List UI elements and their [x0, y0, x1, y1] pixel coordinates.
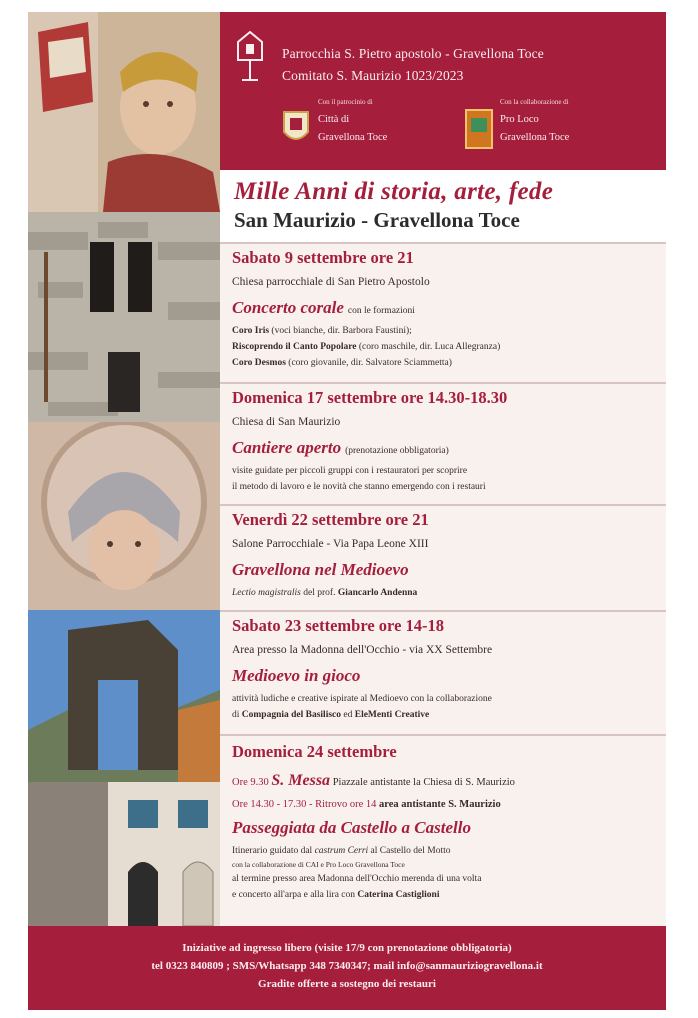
lectio-by: del prof. [300, 588, 338, 598]
partner-proloco-name-2: Gravellona Toce [500, 132, 570, 143]
event-1-date: Sabato 9 settembre ore 21 [232, 248, 414, 267]
choir-desmos: Coro Desmos [232, 358, 286, 368]
partner-city-name-1: Città di [318, 114, 350, 125]
title-block [220, 170, 666, 242]
mass-place: Piazzale antistante la Chiesa di S. Maurizio [332, 777, 515, 788]
event-4-line-2 [232, 708, 429, 722]
main-title: Mille Anni di storia, arte, fede [234, 178, 554, 205]
event-1-name [232, 298, 415, 318]
main-subtitle: San Maurizio - Gravellona Toce [234, 208, 520, 232]
footer-line-1: Iniziative ad ingresso libero (visite 17/9 con prenotazione obbligatoria) [182, 942, 512, 954]
event-2-place: Chiesa di San Maurizio [232, 416, 341, 428]
event-5-name: Passeggiata da Castello a Castello [232, 818, 471, 837]
event-2 [220, 382, 666, 506]
compagnia-basilisco: Compagnia del Basilisco [241, 710, 342, 720]
event-2-date: Domenica 17 settembre ore 14.30-18.30 [232, 388, 508, 407]
footer-contacts: tel 0323 840809 ; SMS/Whatsapp 348 7340347; mail info@sanmauriziogravellona.it [151, 960, 543, 972]
event-5-mass-line [232, 774, 515, 790]
choir-iris-detail: (voci bianche, dir. Barbora Faustini); [269, 326, 412, 336]
mass-time: Ore 9.30 [232, 777, 269, 788]
partner-proloco [464, 98, 654, 158]
old-building-windows-photo [28, 782, 220, 926]
event-2-title: Cantiere aperto [232, 438, 342, 457]
event-3-name: Gravellona nel Medioevo [232, 560, 409, 579]
footer-band [28, 926, 666, 1010]
partner-city-name-2: Gravellona Toce [318, 132, 388, 143]
event-1-place: Chiesa parrocchiale di San Pietro Apostolo [232, 276, 430, 288]
stone-bell-tower-photo [28, 212, 220, 422]
fresco-saint-face-photo [28, 422, 220, 610]
partner-city [282, 98, 462, 158]
event-4-line-2-pre: di [232, 710, 242, 720]
event-5-walk-line [232, 798, 501, 812]
event-5-line-1 [232, 844, 450, 858]
event-2-note: (prenotazione obbligatoria) [345, 446, 449, 456]
event-4 [220, 610, 666, 736]
event-3-date: Venerdì 22 settembre ore 21 [232, 510, 429, 529]
event-5-line-3: al termine presso area Madonna dell'Occhio merenda di una volta [232, 874, 482, 884]
event-3-line-1 [232, 586, 417, 600]
walk-place: area antistante S. Maurizio [378, 799, 501, 810]
event-5-line-2: con la collaborazione di CAI e Pro Loco Gravellona Toce [232, 860, 405, 869]
event-5 [220, 734, 666, 928]
footer-line-3: Gradite offerte a sostegno dei restauri [258, 978, 436, 990]
event-2-name [232, 438, 449, 458]
event-poster [28, 12, 666, 1010]
event-4-name: Medioevo in gioco [232, 666, 361, 685]
event-1-line-2 [232, 340, 500, 354]
itinerary-post: al Castello del Motto [368, 846, 451, 856]
event-1-line-3 [232, 356, 452, 370]
event-2-line-1: visite guidate per piccoli gruppi con i restauratori per scoprire [232, 466, 468, 476]
fresco-king-photo [28, 12, 220, 212]
event-1-note: con le formazioni [347, 306, 415, 316]
itinerary-pre: Itinerario guidato dal [232, 846, 315, 856]
parish-name: Parrocchia S. Pietro apostolo - Gravellona Toce [282, 46, 544, 61]
proloco-crest-icon [464, 108, 494, 152]
choir-canto-popolare: Riscoprendo il Canto Popolare [232, 342, 357, 352]
committee-name: Comitato S. Maurizio 1023/2023 [282, 68, 464, 83]
event-4-line-1: attività ludiche e creative ispirate al Medioevo con la collaborazione [232, 694, 492, 704]
header-band [220, 12, 666, 170]
choir-desmos-detail: (coro giovanile, dir. Salvatore Sciammetta) [285, 358, 452, 368]
choir-canto-popolare-detail: (coro maschile, dir. Luca Allegranza) [356, 342, 501, 352]
event-1 [220, 242, 666, 384]
event-4-date: Sabato 23 settembre ore 14-18 [232, 616, 445, 635]
photo-column [28, 12, 220, 926]
castrum-cerri: castrum Cerri [314, 846, 369, 856]
event-5-date: Domenica 24 settembre [232, 742, 397, 761]
speaker-name: Giancarlo Andenna [337, 588, 418, 598]
event-1-title: Concerto corale [232, 298, 344, 317]
church-logo-icon [234, 30, 266, 84]
event-1-line-1 [232, 324, 412, 338]
caterina-castiglioni: Caterina Castiglioni [357, 890, 440, 900]
concert-pre: e concerto all'arpa e alla lira con [232, 890, 358, 900]
event-4-place: Area presso la Madonna dell'Occhio - via XX Settembre [232, 644, 493, 656]
partner-city-caption: Con il patrocinio di [318, 98, 373, 106]
partner-proloco-name-1: Pro Loco [500, 114, 539, 125]
event-5-line-4 [232, 888, 439, 902]
city-crest-icon [282, 108, 310, 148]
mass-name: S. Messa [271, 772, 331, 789]
event-4-line-2-and: ed [341, 710, 355, 720]
lectio-label: Lectio magistralis [232, 588, 301, 598]
event-3-place: Salone Parrocchiale - Via Papa Leone XIII [232, 538, 429, 550]
partner-proloco-caption: Con la collaborazione di [500, 98, 569, 106]
event-2-line-2: il metodo di lavoro e le novità che stanno emergendo con i restauri [232, 482, 486, 492]
elementi-creative: EleMenti Creative [354, 710, 430, 720]
walk-time: Ore 14.30 - 17.30 - Ritrovo ore 14 [232, 799, 377, 810]
castle-ruin-photo [28, 610, 220, 782]
event-3 [220, 504, 666, 612]
choir-iris: Coro Iris [232, 326, 270, 336]
